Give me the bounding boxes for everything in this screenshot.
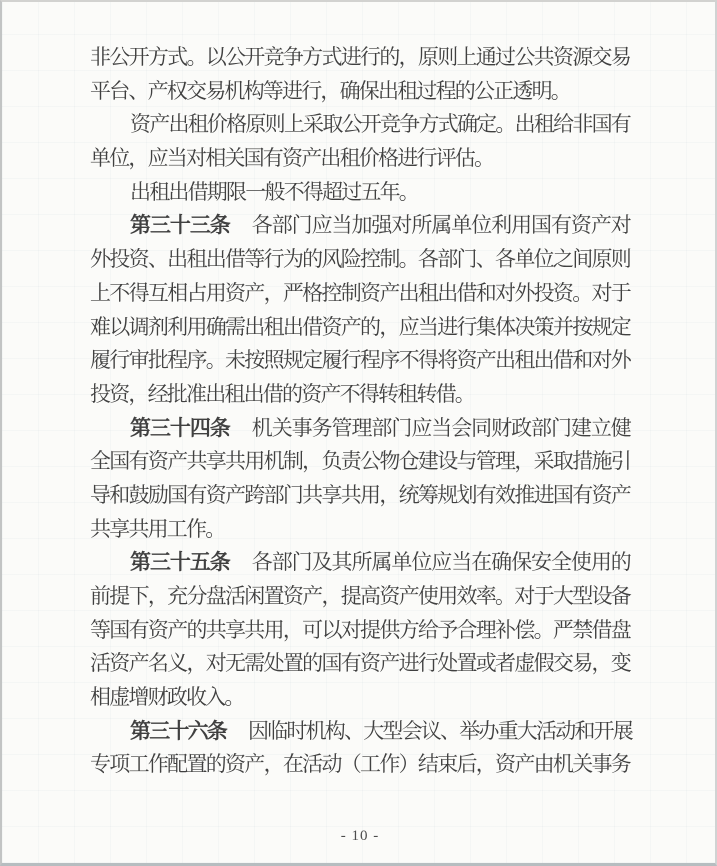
text-line: 资产出租价格原则上采取公开竞争方式确定。出租给非国有	[130, 112, 630, 137]
text-line: 等国有资产的共享共用，可以对提供方给予合理补偿。严禁借盘	[90, 617, 630, 642]
text-line: 前提下，充分盘活闲置资产，提高资产使用效率。对于大型设备	[90, 584, 630, 608]
article-number: 第三十五条	[130, 550, 230, 575]
text-line: 上不得互相占用资产，严格控制资产出租出借和对外投资。对于	[90, 280, 630, 305]
text-line: 导和鼓励国有资产跨部门共享共用，统筹规划有效推进国有资产	[90, 482, 630, 507]
text-line: 难以调剂利用确需出租出借资产的，应当进行集体决策并按规定	[90, 314, 630, 339]
text-line: 第三十五条 各部门及其所属单位应当在确保安全使用的	[130, 550, 630, 575]
article-number: 第三十四条	[130, 415, 230, 440]
text-line: 第三十六条 因临时机构、大型会议、举办重大活动和开展	[130, 718, 632, 743]
text-line: 活资产名义，对无需处置的国有资产进行处置或者虚假交易，变	[90, 651, 630, 676]
text-line: 专项工作配置的资产，在活动（工作）结束后，资产由机关事务	[90, 752, 630, 777]
text-line: 第三十三条 各部门应当加强对所属单位利用国有资产对	[130, 213, 630, 238]
text-line: 平台、产权交易机构等进行，确保出租过程的公正透明。	[90, 78, 570, 103]
article-number: 第三十三条	[130, 213, 230, 238]
text-line: 共享共用工作。	[90, 516, 225, 541]
text-line: 外投资、出租出借等行为的风险控制。各部门、各单位之间原则	[90, 247, 630, 272]
text-line: 全国有资产共享共用机制，负责公物仓建设与管理，采取措施引	[90, 449, 630, 474]
text-line: 相虚增财政收入。	[90, 685, 244, 710]
text-line: 非公开方式。以公开竞争方式进行的，原则上通过公共资源交易	[90, 45, 630, 69]
text-line: 第三十四条 机关事务管理部门应当会同财政部门建立健	[130, 415, 630, 440]
text-line: 投资，经批准出租出借的资产不得转租转借。	[90, 381, 474, 406]
article-number: 第三十六条	[130, 718, 226, 743]
text-line: 单位，应当对相关国有资产出租价格进行评估。	[90, 146, 494, 171]
page-number: - 10 -	[340, 828, 380, 844]
document-body-text	[90, 41, 630, 782]
text-line: 出租出借期限一般不得超过五年。	[130, 179, 418, 204]
text-line: 履行审批程序。未按照规定履行程序不得将资产出租出借和对外	[90, 348, 630, 373]
